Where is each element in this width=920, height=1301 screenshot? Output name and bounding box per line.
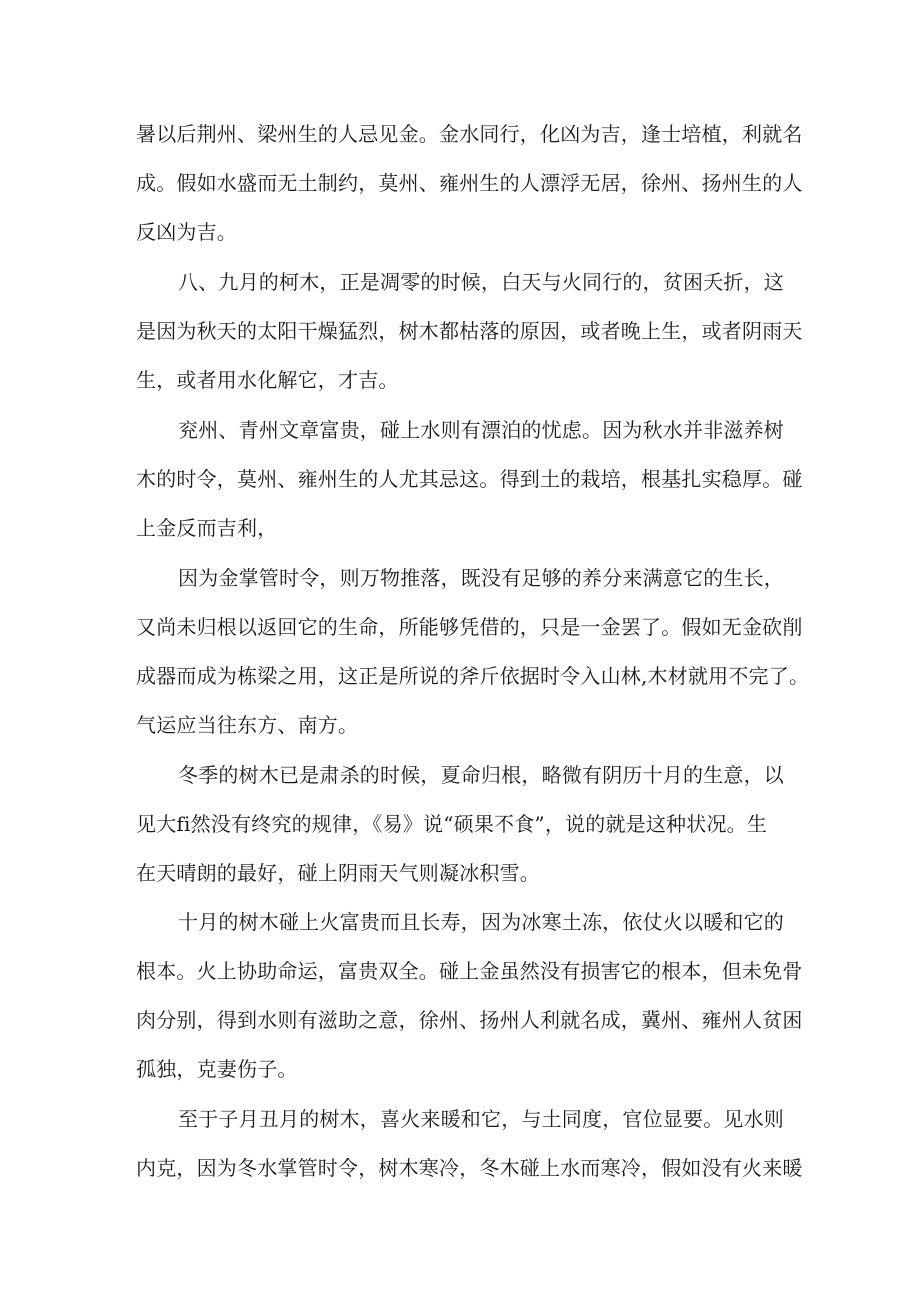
text-line: 生，或者用水化解它，才吉。 xyxy=(136,368,399,392)
text-line: 又尚未归根以返回它的生命，所能够凭借的，只是一金罢了。假如无金砍削 xyxy=(136,615,803,639)
text-line: 暑以后荆州、梁州生的人忌见金。金水同行，化凶为吉，逢士培植，利就名 xyxy=(136,122,803,146)
text-line: 孤独，克妻伤子。 xyxy=(136,1057,298,1081)
text-line: 肉分别，得到水则有滋助之意，徐州、扬州人利就名成，冀州、雍州人贫困 xyxy=(136,1008,803,1032)
text-line: 至于子月丑月的树木，喜火来暖和它，与土同度，官位显要。见水则 xyxy=(178,1107,784,1131)
text-line: 兖州、青州文章富贵，碰上水则有漂泊的忧虑。因为秋水并非滋养树 xyxy=(178,418,784,442)
text-line: 反凶为吉。 xyxy=(136,220,237,244)
text-line: 因为金掌管时令，则万物推落，既没有足够的养分来满意它的生长， xyxy=(178,566,784,590)
text-line: 气运应当往东方、南方。 xyxy=(136,713,359,737)
text-line: 上金反而吉利， xyxy=(136,516,278,540)
text-line: 是因为秋天的太阳干燥猛烈，树木都枯落的原因，或者晚上生，或者阴雨天 xyxy=(136,319,803,343)
text-line: 在天晴朗的最好，碰上阴雨天气则凝冰积雪。 xyxy=(136,861,540,885)
text-line: 根本。火上协助命运，富贵双全。碰上金虽然没有损害它的根本，但未免骨 xyxy=(136,959,803,983)
text-line: 冬季的树木已是肃杀的时候，夏命归根，略微有阴历十月的生意，以 xyxy=(178,763,784,787)
text-line: 见大fi然没有终究的规律，《易》说“硕果不食”，说的就是这种状况。生 xyxy=(136,812,768,836)
text-line: 木的时令，莫州、雍州生的人尤其忌这。得到土的栽培，根基扎实稳厚。碰 xyxy=(136,467,803,491)
text-line: 八、九月的柯木，正是凋零的时候，白天与火同行的，贫困夭折，这 xyxy=(178,270,784,294)
text-line: 成器而成为栋梁之用，这正是所说的斧斤依据时令入山林,木材就用不完了。 xyxy=(136,664,810,688)
text-line: 成。假如水盛而无土制约，莫州、雍州生的人漂浮无居，徐州、扬州生的人 xyxy=(136,171,803,195)
text-line: 内克，因为冬水掌管时令，树木寒冷，冬木碰上水而寒冷，假如没有火来暖 xyxy=(136,1156,803,1180)
text-line: 十月的树木碰上火富贵而且长寿，因为冰寒土冻，依仗火以暖和它的 xyxy=(178,910,784,934)
